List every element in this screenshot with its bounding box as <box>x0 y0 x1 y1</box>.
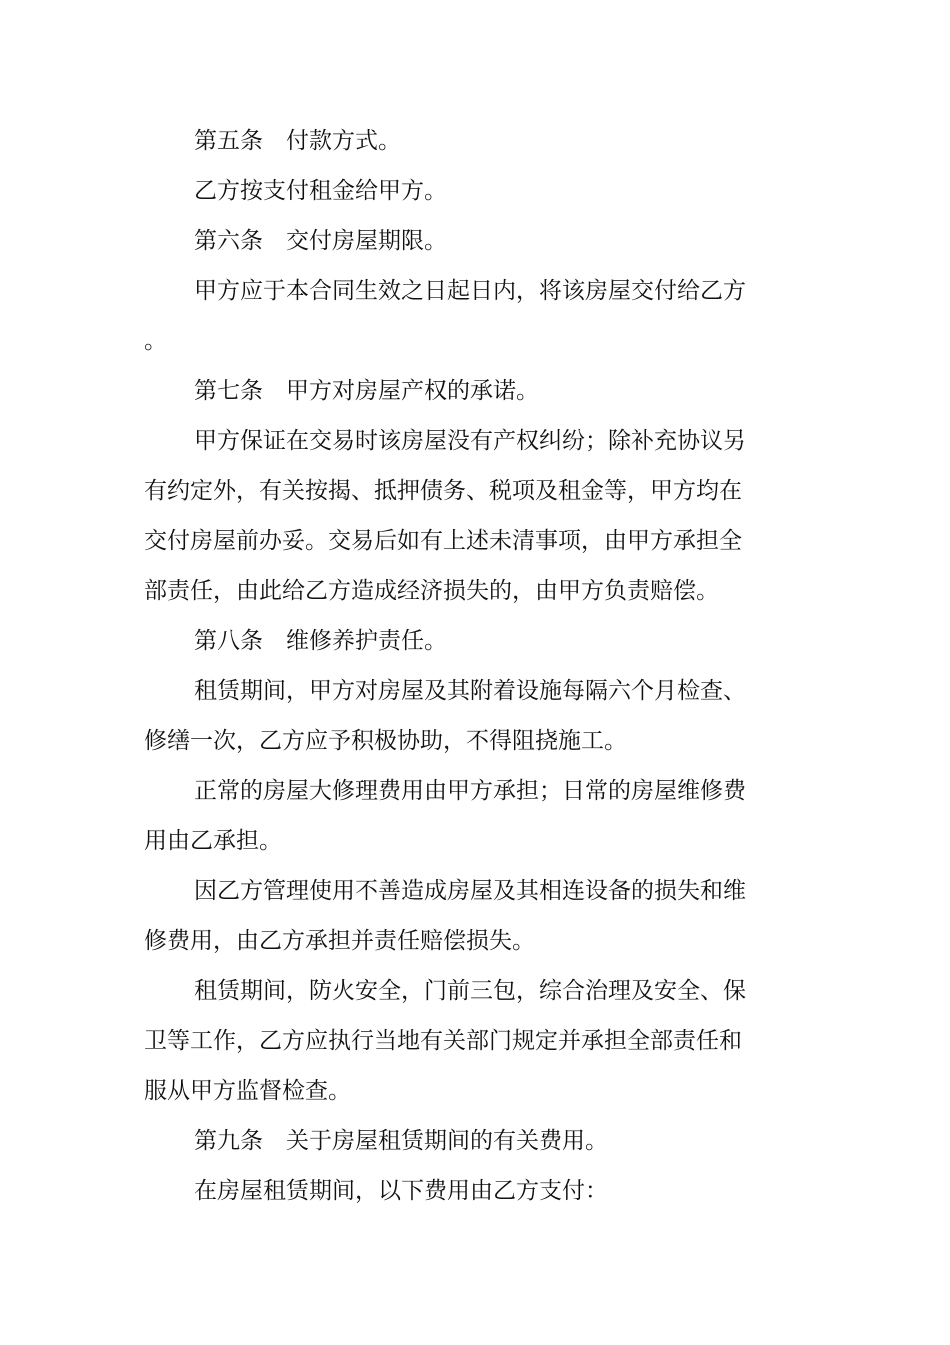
article-8-text-2: 正常的房屋大修理费用由甲方承担；日常的房屋维修费用由乙承担。 <box>144 778 746 854</box>
article-7-text: 甲方保证在交易时该房屋没有产权纠纷；除补充协议另有约定外，有关按揭、抵押债务、税项及租金等，甲方均在交付房屋前办妥。交易后如有上述未清事项，由甲方承担全部责任，由此给乙方造成经济损失的，由甲方负责赔偿。 <box>144 428 746 604</box>
article-6-heading: 第六条 交付房屋期限。 <box>194 228 447 254</box>
article-8-text-1: 租赁期间，甲方对房屋及其附着设施每隔六个月检查、修缮一次，乙方应予积极协助，不得阻挠施工。 <box>144 678 746 754</box>
article-9-heading: 第九条 关于房屋租赁期间的有关费用。 <box>194 1128 608 1154</box>
article-5-heading: 第五条 付款方式。 <box>194 128 401 154</box>
article-8-text-4: 租赁期间，防火安全，门前三包，综合治理及安全、保卫等工作，乙方应执行当地有关部门规定并承担全部责任和服从甲方监督检查。 <box>144 978 746 1104</box>
article-8-heading: 第八条 维修养护责任。 <box>194 628 447 654</box>
article-7-heading: 第七条 甲方对房屋产权的承诺。 <box>194 378 539 404</box>
article-8-text-3: 因乙方管理使用不善造成房屋及其相连设备的损失和维修费用，由乙方承担并责任赔偿损失。 <box>144 878 746 954</box>
article-6-text: 甲方应于本合同生效之日起日内，将该房屋交付给乙方。 <box>144 278 746 354</box>
document-body <box>144 116 754 1216</box>
article-5-text: 乙方按支付租金给甲方。 <box>194 178 447 204</box>
article-9-text: 在房屋租赁期间，以下费用由乙方支付： <box>194 1178 608 1204</box>
